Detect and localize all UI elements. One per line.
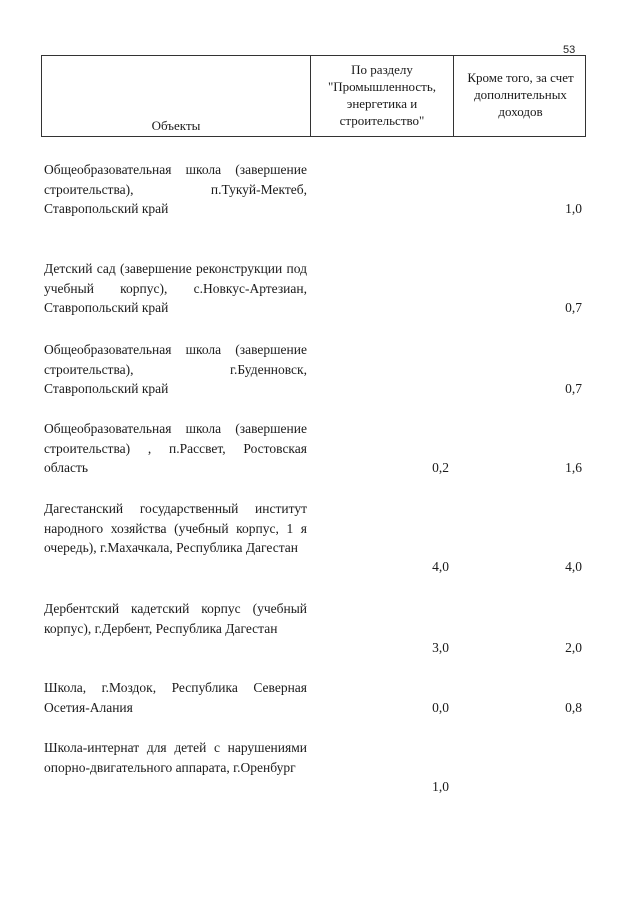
row-object-name: Общеобразовательная школа (завершение строительства), г.Буденновск, Ставропольский край	[44, 342, 307, 396]
row-extra-value: 0,8	[565, 700, 582, 715]
row-extra-value: 4,0	[565, 559, 582, 574]
row-section-value: 0,0	[432, 700, 449, 715]
header-objects-label: Объекты	[151, 118, 201, 133]
row-extra-value: 2,0	[565, 640, 582, 655]
row-extra-value: 1,6	[565, 460, 582, 475]
row-object-name: Школа, г.Моздок, Республика Северная Осетия-Алания	[44, 680, 307, 715]
row-section-value: 4,0	[432, 559, 449, 574]
row-extra-value: 1,0	[565, 201, 582, 216]
row-object-name: Общеобразовательная школа (завершение строительства) , п.Рассвет, Ростовская область	[44, 421, 307, 475]
header-objects-cell	[42, 56, 311, 136]
row-section-value: 1,0	[432, 779, 449, 794]
header-section-label: По разделу "Промышленность, энергетика и строительство"	[311, 56, 454, 136]
row-object-name: Дербентский кадетский корпус (учебный корпус), г.Дербент, Республика Дагестан	[44, 601, 307, 636]
row-extra-value: 0,7	[565, 300, 582, 315]
row-object-name: Общеобразовательная школа (завершение строительства), п.Тукуй-Мектеб, Ставропольский край	[44, 162, 307, 216]
row-object-name: Школа-интернат для детей с нарушениями опорно-двигательного аппарата, г.Оренбург	[44, 740, 307, 775]
page-number: 53	[563, 44, 576, 56]
table-header	[41, 55, 586, 137]
row-section-value: 3,0	[432, 640, 449, 655]
row-object-name: Дагестанский государственный институт народного хозяйства (учебный корпус, 1 я очередь), г.Махачкала, Республика Дагестан	[44, 501, 307, 555]
row-extra-value: 0,7	[565, 381, 582, 396]
row-section-value: 0,2	[432, 460, 449, 475]
row-object-name: Детский сад (завершение реконструкции под учебный корпус), с.Новкус-Артезиан, Ставропольский край	[44, 261, 307, 315]
header-extra-label: Кроме того, за счет дополнительных доходов	[467, 70, 574, 119]
